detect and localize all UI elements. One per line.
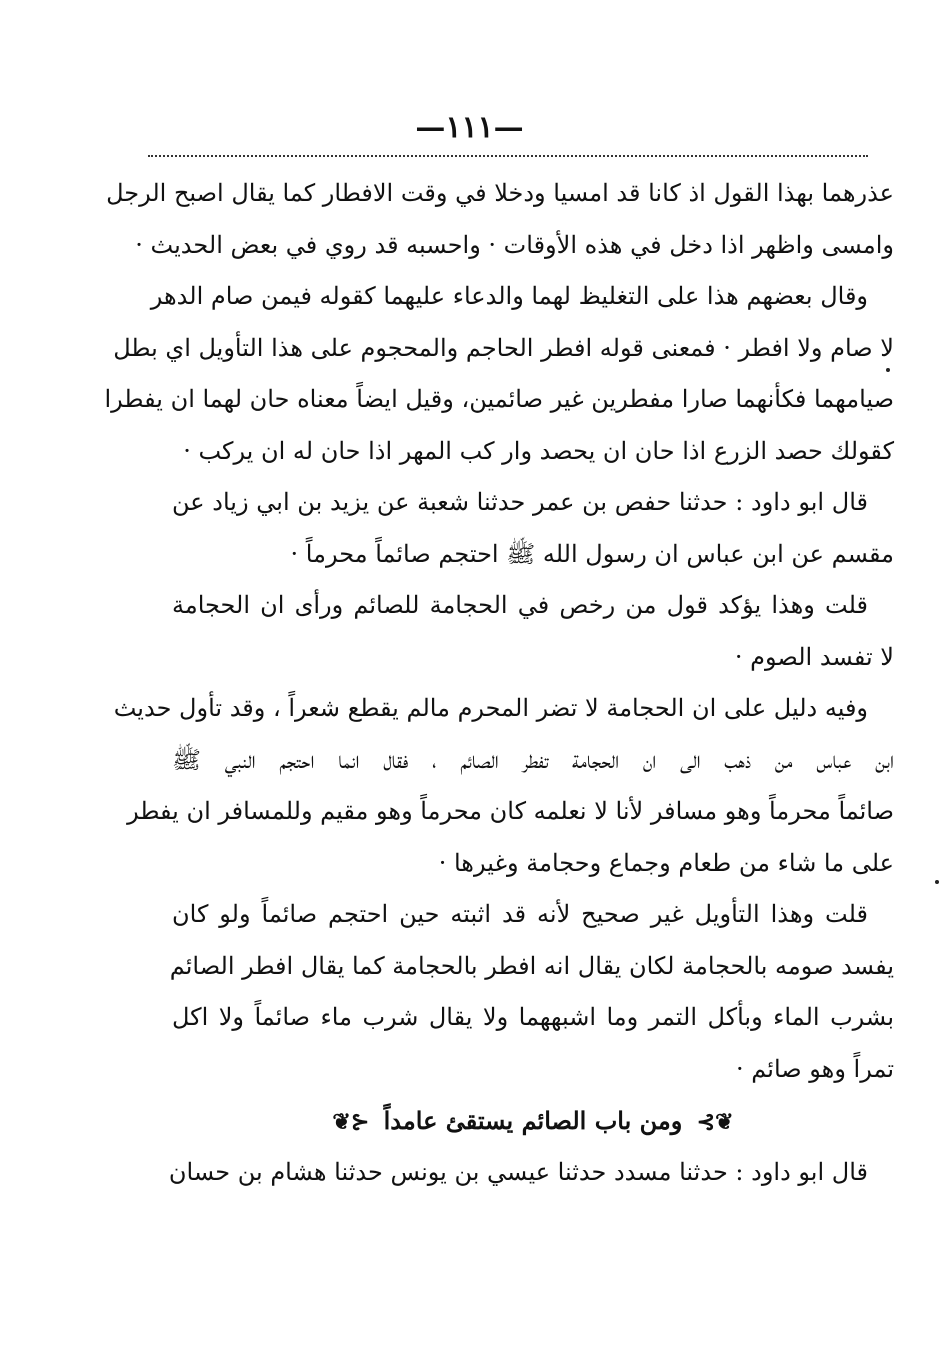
- text-line-2: وامسى واظهر اذا دخل في هذه الأوقات · واحسبه قد روي في بعض الحديث ·: [135, 230, 894, 259]
- chapter-heading-text: ومن باب الصائم يستقئ عامداً: [383, 1106, 683, 1135]
- page-number: —١١١—: [415, 110, 524, 145]
- text-line-17: بشرب الماء وبأكل التمر وما اشبههما ولا يقال شرب ماء صائماً ولا اكل: [172, 1003, 894, 1031]
- chapter-heading: [172, 1095, 894, 1147]
- text-line-10: لا تفسد الصوم ·: [734, 642, 894, 671]
- text-line-11: وفيه دليل على ان الحجامة لا تضر المحرم مالم يقطع شعراً ، وقد تأول حديث: [113, 694, 868, 722]
- text-line-9: قلت وهذا يؤكد قول من رخص في الحجامة للصائم ورأى ان الحجامة: [172, 591, 868, 619]
- text-line-18: تمراً وهو صائم ·: [736, 1054, 894, 1083]
- text-line-3: وقال بعضهم هذا على التغليظ لهما والدعاء عليهما كقوله فيمن صام الدهر: [150, 282, 868, 310]
- ornament-right-icon: ❦⊱: [696, 1109, 734, 1135]
- text-line-15: قلت وهذا التأويل غير صحيح لأنه قد اثبته حين احتجم صائماً ولو كان: [172, 900, 868, 928]
- text-line-13: صائماً محرماً وهو مسافر لأنا لا نعلمه كان محرماً وهو مقيم وللمسافر ان يفطر: [127, 797, 894, 825]
- header-rule: [148, 155, 868, 157]
- text-line-20: قال ابو داود : حدثنا مسدد حدثنا عيسي بن يونس حدثنا هشام بن حسان: [168, 1157, 868, 1186]
- text-line-1: عذرهما بهذا القول اذ كانا قد امسيا ودخلا في وقت الافطار كما يقال اصبح الرجل: [106, 179, 894, 207]
- text-line-6: كقولك حصد الزرع اذا حان ان يحصد وار كب المهر اذا حان له ان يركب ·: [183, 436, 894, 465]
- text-line-4: لا صام ولا افطر · فمعنى قوله افطر الحاجم والمحجوم على هذا التأويل اي بطل: [113, 333, 894, 362]
- text-line-5: صيامهما فكأنهما صارا مفطرين غير صائمين، وقيل ايضاً معناه حان لهما ان يفطرا: [104, 385, 894, 413]
- text-line-16: يفسد صومه بالحجامة لكان يقال انه افطر بالحجامة كما يقال افطر الصائم: [169, 951, 894, 980]
- text-line-8: مقسم عن ابن عباس ان رسول الله ﷺ احتجم صائماً محرماً ·: [290, 539, 894, 568]
- text-line-14: على ما شاء من طعام وجماع وحجامة وغيرها ·: [438, 848, 894, 877]
- margin-mark: [886, 368, 890, 372]
- margin-mark: [935, 880, 939, 884]
- text-line-12: ابن عباس من ذهب الى ان الحجامة تفطر الصائم ، فقال انما احتجم النبي ﷺ: [172, 745, 894, 774]
- body-text: [104, 168, 894, 1198]
- text-line-7: قال ابو داود : حدثنا حفص بن عمر حدثنا شعبة عن يزيد بن ابي زياد عن: [172, 488, 868, 516]
- ornament-left-icon: ⊰❦: [332, 1109, 370, 1135]
